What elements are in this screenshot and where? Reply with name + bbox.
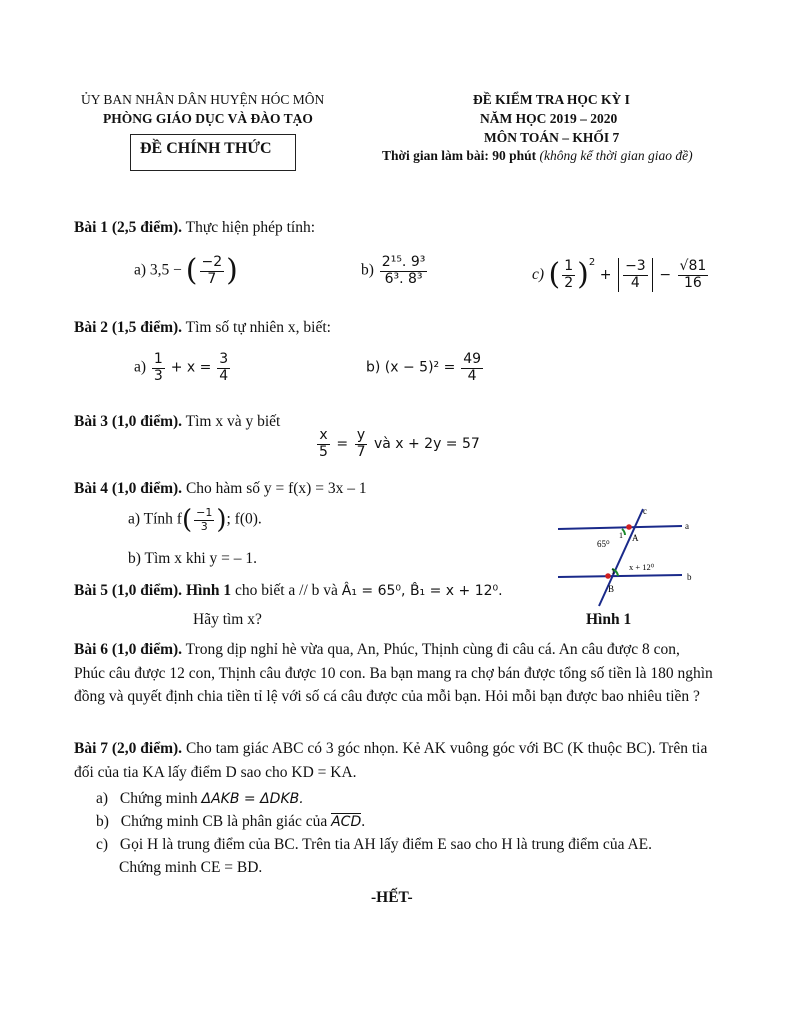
bai4-b: b) Tìm x khi y = – 1.	[128, 550, 258, 567]
bai1-title: Bài 1 (2,5 điểm).	[74, 219, 183, 236]
bai1-b-label: b)	[361, 261, 374, 279]
bai4-a-den: 3	[200, 519, 208, 533]
bai1-a-frac	[200, 255, 225, 287]
line-b	[558, 575, 682, 577]
bai4-heading	[74, 480, 367, 498]
bai2-heading	[74, 319, 331, 337]
bai7-b	[96, 813, 365, 831]
bai4-a-tail: ; f(0).	[226, 510, 262, 528]
line-a	[558, 526, 682, 529]
bai3-title: Bài 3 (1,0 điểm).	[74, 413, 183, 430]
bai1-c-sqrt: 81	[688, 257, 707, 274]
bai4-text: Cho hàm số y = f(x) = 3x – 1	[182, 480, 367, 497]
bai1-c-label: c)	[532, 266, 545, 283]
bai5-line2: Hãy tìm x?	[193, 611, 262, 628]
bai2-b-num: 49	[463, 351, 482, 367]
bai2-a-n1: 1	[153, 351, 163, 367]
bai5-title: Bài 5 (1,0 điểm).	[74, 582, 183, 599]
bai7	[74, 737, 714, 784]
angle-A-label: 65⁰	[597, 539, 610, 549]
bai1-heading	[74, 219, 315, 237]
bai1-c-sqrt-frac: $\frac{√81}{16}$	[679, 257, 707, 291]
bai7-b-dot: .	[361, 813, 366, 830]
header-left-line2: PHÒNG GIÁO DỤC VÀ ĐÀO TẠO	[103, 111, 313, 126]
header-right-line3: MÔN TOÁN – KHỐI 7	[484, 130, 620, 145]
figure-hinh1	[550, 500, 710, 612]
bai5-heading	[74, 582, 503, 600]
bai1-c-sup: 2	[588, 257, 596, 268]
bai7-b-math: ACD	[331, 814, 362, 830]
bai1-b-den: 6³. 8³	[384, 270, 423, 287]
bai5-text: cho biết a // b và	[231, 582, 338, 599]
label-A: A	[632, 533, 639, 543]
time-bold: Thời gian làm bài: 90 phút	[382, 148, 537, 163]
bai2-a-mid: + x =	[170, 359, 212, 376]
bai7-b-text: Chứng minh CB là phân giác của	[120, 813, 328, 830]
bai7-c-text1: Gọi H là trung điểm của BC. Trên tia AH lấy điểm E sao cho H là trung điểm của AE.	[119, 836, 653, 853]
bai7-c	[96, 836, 652, 854]
bai2-title: Bài 2 (1,5 điểm).	[74, 319, 183, 336]
one-B: 1	[611, 567, 615, 576]
bai7-title: Bài 7 (2,0 điểm).	[74, 740, 183, 757]
bai7-a-math: ΔAKB = ΔDKB.	[201, 791, 304, 807]
bai2-a-d2: 4	[219, 367, 229, 384]
figure-caption: Hình 1	[586, 611, 632, 628]
bai4-a-num: −1	[196, 506, 213, 520]
bai1-b-num: 2¹⁵. 9³	[381, 254, 426, 270]
bai2-a-n2: 3	[219, 351, 229, 367]
bai4-a-label: a) Tính f	[128, 510, 182, 528]
bai3-d1: 5	[319, 443, 328, 460]
bai1-a-num: −2	[201, 254, 223, 270]
bai3-text: Tìm x và y biết	[182, 413, 281, 430]
bai3-equation	[315, 428, 480, 460]
bai3-eq: =	[336, 436, 349, 453]
one-A: 1	[619, 531, 623, 540]
bai6	[74, 638, 714, 709]
label-a: a	[685, 521, 689, 531]
bai3-heading	[74, 413, 280, 431]
bai4-title: Bài 4 (1,0 điểm).	[74, 480, 183, 497]
bai5-angles: Â₁ = 65⁰, B̂₁ = x + 12⁰.	[341, 583, 503, 599]
line-c	[599, 509, 643, 606]
bai5-hinh: Hình 1	[182, 582, 232, 599]
bai2-a	[134, 352, 232, 384]
bai2-b	[366, 352, 485, 384]
bai7-b-label: b)	[96, 813, 109, 830]
point-A	[626, 524, 632, 530]
header-right-line1: ĐỀ KIỂM TRA HỌC KỲ I	[473, 92, 630, 107]
bai3-n2: y	[356, 427, 366, 443]
bai1-a-label: a) 3,5 −	[134, 261, 182, 279]
bai6-title: Bài 6 (1,0 điểm).	[74, 641, 183, 658]
header-time	[382, 148, 693, 164]
bai7-a-label: a)	[96, 790, 109, 807]
bai1-c-frac-num: 1	[564, 257, 574, 274]
bai2-a-d1: 3	[153, 367, 163, 384]
bai3-tail: và x + 2y = 57	[373, 436, 480, 453]
official-label: ĐỀ CHÍNH THỨC	[140, 140, 272, 157]
bai1-c: c) ( $\frac{1}{2}$ )$^2$ + $\frac{-3}{4}$ − $\frac{√81}{16}$	[532, 257, 707, 292]
bai1-c-abs-den: 4	[630, 274, 640, 291]
bai6-text: Trong dịp nghỉ hè vừa qua, An, Phúc, Thịnh cùng đi câu cá. An câu được 8 con, Phúc câu được 12 con, Thịnh câu được 10 con. Ba bạn mang ra chợ bán được tổng số tiền là 180 nghìn đồng và quyết định chia tiền tỉ lệ với số cá câu được của mỗi bạn. Hỏi mỗi bạn được bao nhiêu tiền ?	[74, 641, 713, 705]
bai1-c-frac	[562, 259, 575, 291]
header-left-line1: ỦY BAN NHÂN DÂN HUYỆN HÓC MÔN	[81, 92, 325, 107]
bai1-c-abs-num: −3	[625, 257, 646, 274]
bai1-c-abs-frac	[623, 259, 648, 291]
bai7-c-label: c)	[96, 836, 109, 853]
time-italic: (không kể thời gian giao đề)	[539, 148, 693, 163]
bai3-n1: x	[319, 427, 328, 443]
bai7-text: Cho tam giác ABC có 3 góc nhọn. Kẻ AK vuông góc với BC (K thuộc BC). Trên tia đối của tia KA lấy điểm D sao cho KD = KA.	[74, 740, 708, 781]
bai1-c-frac-den: 2	[564, 274, 574, 291]
bai2-b-den: 4	[467, 367, 477, 384]
bai1-a: a) 3,5 − ( $\frac{-2}{7}$ )	[134, 253, 238, 289]
bai1-b-frac	[380, 255, 428, 287]
bai7-a-text: Chứng minh	[119, 790, 198, 807]
footer-end: -HẾT-	[371, 889, 413, 906]
bai2-b-label: b) (x − 5)² =	[366, 359, 456, 376]
bai3-d2: 7	[356, 443, 366, 460]
point-B	[605, 573, 611, 579]
bai2-text: Tìm số tự nhiên x, biết:	[182, 319, 331, 336]
bai1-c-sqrt-den: 16	[683, 274, 702, 291]
bai2-a-label: a)	[134, 358, 147, 376]
label-c: c	[643, 506, 647, 516]
bai4-a: a) Tính f( $\frac{-1}{3}$ ); f(0).	[128, 505, 262, 535]
label-b: b	[687, 572, 692, 582]
bai1-text: Thực hiện phép tính:	[182, 219, 316, 236]
angle-B-label: x + 12⁰	[629, 562, 655, 572]
bai7-c-line2: Chứng minh CE = BD.	[119, 859, 263, 876]
label-B: B	[608, 584, 615, 594]
header-right-line2: NĂM HỌC 2019 – 2020	[480, 111, 618, 126]
bai1-b	[361, 255, 429, 287]
bai7-a	[96, 790, 304, 808]
bai1-a-den: 7	[207, 270, 217, 287]
